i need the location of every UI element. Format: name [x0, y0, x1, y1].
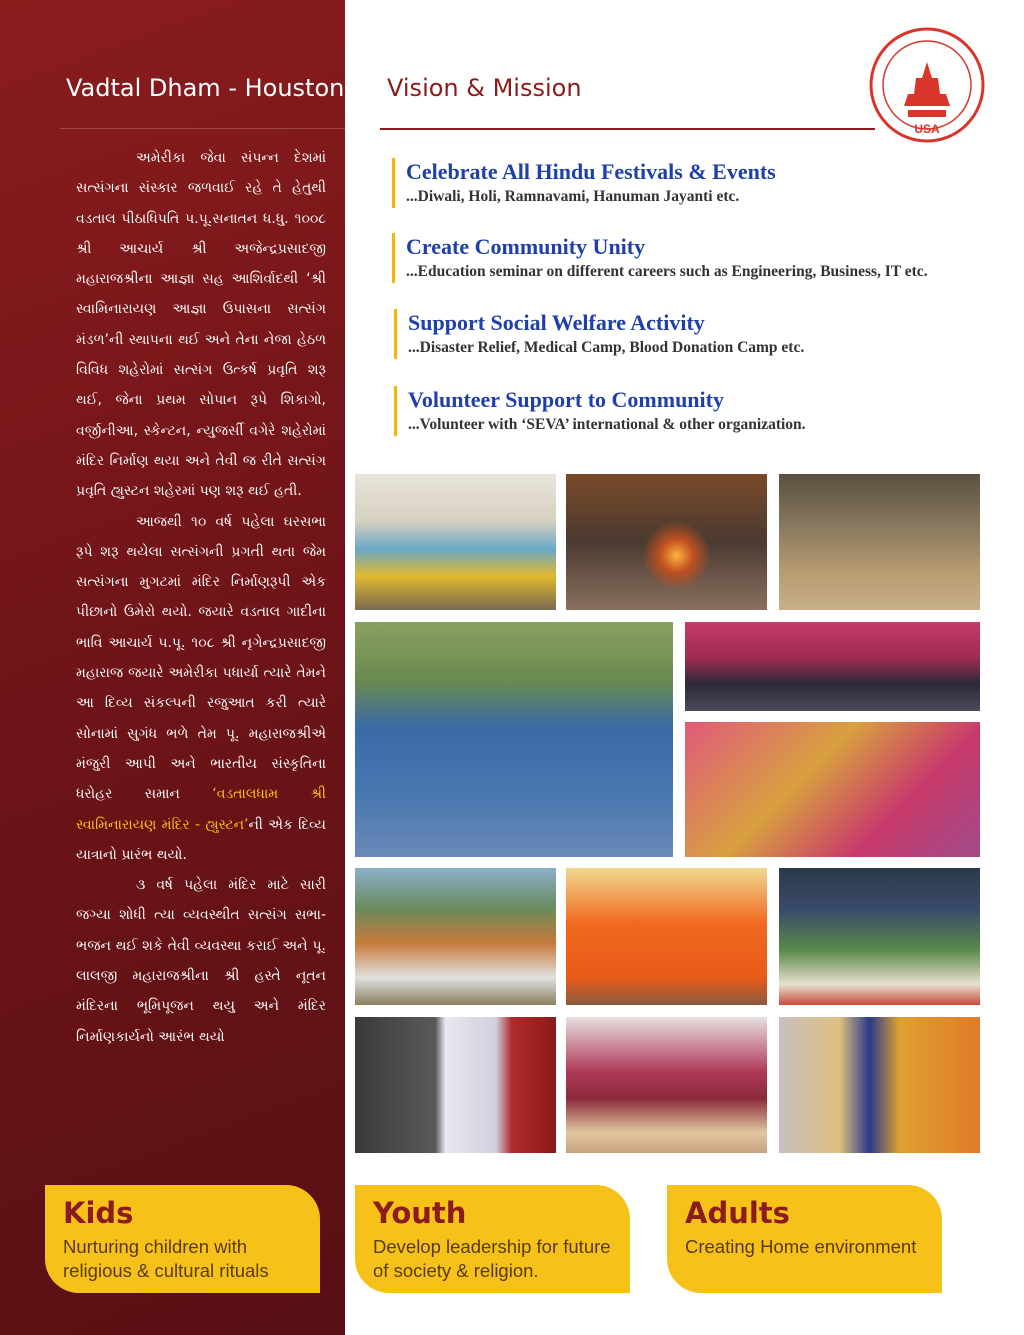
text: ની એક દિવ્ય યાત્રાનો પ્રારંભ થયો.: [76, 816, 326, 863]
card-text: Develop leadership for future of society & religion.: [373, 1236, 611, 1281]
photo-sack-race: [779, 474, 980, 610]
card-text: Nurturing children with religious & cultural rituals: [63, 1236, 269, 1281]
paragraph: અમેરીકા જેવા સંપન્ન દેશમાં સત્સંગના સંસ્કાર જળવાઈ રહે તે હેતુથી વડતાલ પીઠાધિપતિ પ.પૂ.સનાતન ધ.ધુ. ૧૦૦૮ શ્રી આચાર્ય શ્રી અજેન્દ્રપ્રસાદજી મહારાજશ્રીના આજ્ઞા સહ આશિર્વાદથી ‘શ્રી સ્વામિનારાયણ આજ્ઞા ઉપાસના સત્સંગ મંડળ’ની સ્થાપના થઈ અને તેના નેજા હેઠળ વિવિધ શહેરોમાં સત્સંગ ઉત્કર્ષ પ્રવૃતિ શરૂ થઈ, જેના પ્રથમ સોપાન રૂપે શિકાગો, વર્જીનીઆ, સ્કેન્ટન, ન્યુજર્સી વગેરે શહેરોમાં મંદિર નિર્માણ થયા અને તેવી જ રીતે સત્સંગ પ્રવૃતિ હ્યુસ્ટન શહેરમાં પણ શરૂ થઈ હતી.: [76, 150, 326, 500]
photo-stadium-event: [779, 868, 980, 1005]
card-title: Kids: [63, 1196, 134, 1230]
photo-swamis-planting: [355, 868, 556, 1005]
photo-women-food: [566, 1017, 767, 1153]
photo-seminar-speaker: [355, 1017, 556, 1153]
left-panel: [0, 0, 345, 1335]
vision-mission-title: Vision & Mission: [387, 74, 582, 102]
mission-desc: ...Volunteer with ‘SEVA’ international & other organization.: [408, 416, 806, 433]
seal-text: USA: [914, 122, 940, 136]
mission-desc: ...Diwali, Holi, Ramnavami, Hanuman Jayanti etc.: [406, 188, 740, 205]
mission-heading: Create Community Unity: [406, 234, 646, 259]
mission-desc: ...Education seminar on different careers such as Engineering, Business, IT etc.: [406, 263, 928, 280]
mission-desc: ...Disaster Relief, Medical Camp, Blood Donation Camp etc.: [408, 339, 805, 356]
photo-groundbreaking: [355, 622, 673, 857]
mission-heading: Support Social Welfare Activity: [408, 310, 705, 335]
youth-card: [355, 1185, 630, 1293]
photo-children-performance: [685, 722, 980, 857]
text: આજથી ૧૦ વર્ષ પહેલા ઘરસભા રૂપે શરૂ થયેલા સત્સંગની પ્રગતી થતા જેમ સત્સંગના મુગટમાં મંદિર નિર્માણરૂપી એક પીછાનો ઉમેરો થયો. જયારે વડતાલ ગાદીના ભાવિ આચાર્ય પ.પૂ. ૧૦૮ શ્રી નૃગેન્દ્રપ્રસાદજી મહારાજ જયારે અમેરીકા પધાર્યા ત્યારે તેમને આ દિવ્ય સંકલ્પની રજુઆત કરી ત્યારે સોનામાં સુગંધ ભળે તેમ પૂ. મહારાજશ્રીએ મંજુરી આપી અને ભારતીય સંસ્કૃતિના ધરોહર સમાન: [76, 513, 326, 803]
photo-youth-orange: [566, 868, 767, 1005]
paragraph: ૩ વર્ષ પહેલા મંદિર માટે સારી જગ્યા શોધી ત્યા વ્યવસ્થીત સત્સંગ સભા-ભજન થઈ શકે તેવી વ્યવસ્થા કરાઈ અને પૂ. લાલજી મહારાજશ્રીના શ્રી હસ્તે નૂતન મંદિરના ભૂમિપૂજન થયુ અને મંદિર નિર્માણકાર્યનો આરંભ થયો: [76, 877, 326, 1045]
photo-group-formal: [685, 622, 980, 711]
adults-card: [667, 1185, 942, 1293]
photo-havan-ceremony: [566, 474, 767, 610]
photo-murti-presentation: [779, 1017, 980, 1153]
mission-item: [392, 233, 928, 283]
temple-name: ‘વડતાલધામ શ્રી સ્વામિનારાયણ મંદિર - હ્યુસ્ટન’: [76, 786, 326, 833]
divider: [60, 128, 345, 129]
mission-item: [392, 158, 776, 208]
gujarati-text: [76, 143, 326, 1052]
card-text: Creating Home environment: [685, 1236, 917, 1257]
mission-heading: Celebrate All Hindu Festivals & Events: [406, 159, 776, 184]
mission-item: [394, 386, 806, 436]
kids-card: [45, 1185, 320, 1293]
divider: [380, 128, 875, 130]
card-title: Youth: [373, 1196, 467, 1230]
left-title: Vadtal Dham - Houston: [66, 74, 345, 102]
photo-tent-gathering: [355, 474, 556, 610]
mission-heading: Volunteer Support to Community: [408, 387, 724, 412]
mission-item: [394, 309, 804, 359]
card-title: Adults: [685, 1196, 790, 1230]
paragraph: [76, 507, 326, 871]
temple-seal-logo: [868, 26, 986, 144]
